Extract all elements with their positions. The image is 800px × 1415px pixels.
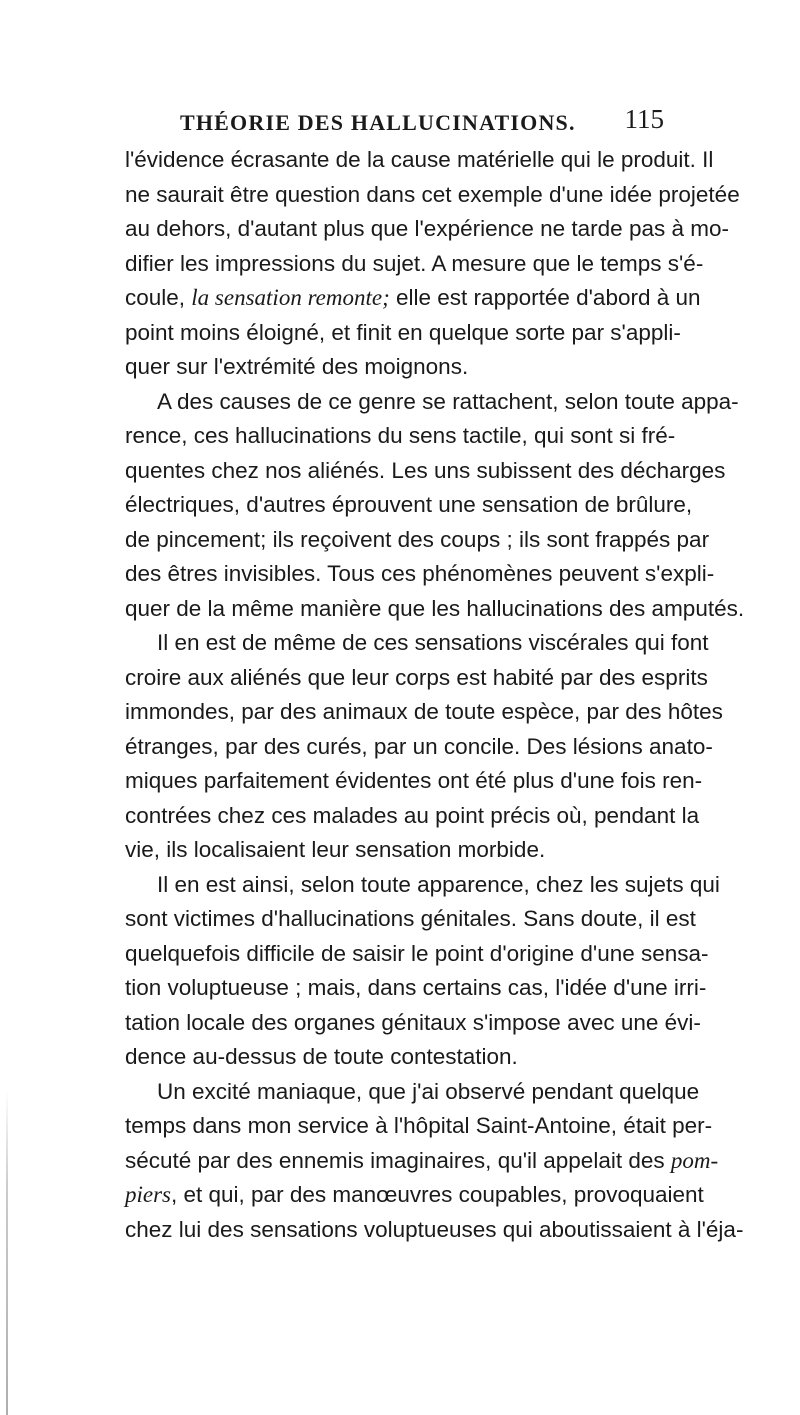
- text-line: tation locale des organes génitaux s'impose avec une évi-: [125, 1009, 701, 1035]
- text-line: de pincement; ils reçoivent des coups ; ils sont frappés par: [125, 526, 710, 552]
- body-text: [125, 143, 745, 1247]
- text-line: sont victimes d'hallucinations génitales. Sans doute, il est: [125, 906, 696, 931]
- text-line: l'évidence écrasante de la cause matérielle qui le produit. Il: [125, 147, 714, 172]
- text-line: croire aux aliénés que leur corps est habité par des esprits: [125, 664, 708, 690]
- text-line: tion voluptueuse ; mais, dans certains cas, l'idée d'une irri-: [125, 975, 707, 1000]
- text-line: difier les impressions du sujet. A mesure que le temps s'é-: [125, 250, 704, 276]
- text-line: ne saurait être question dans cet exemple d'une idée projetée: [125, 181, 740, 207]
- text-line: des êtres invisibles. Tous ces phénomènes peuvent s'expli-: [125, 561, 715, 586]
- text-segment: coule,: [125, 285, 192, 310]
- text-segment: elle est rapportée d'abord à un: [389, 285, 701, 310]
- text-line: vie, ils localisaient leur sensation morbide.: [125, 837, 546, 862]
- text-line: rence, ces hallucinations du sens tactile, qui sont si fré-: [125, 423, 676, 448]
- page-edge-shadow: [6, 1090, 8, 1415]
- text-line: quer sur l'extrémité des moignons.: [125, 354, 469, 379]
- text-line: Un excité maniaque, que j'ai observé pendant quelque: [157, 1078, 700, 1104]
- text-line: [125, 281, 701, 316]
- italic-text: piers: [125, 1182, 171, 1207]
- text-segment: sécuté par des ennemis imaginaires, qu'il appelait des: [125, 1147, 671, 1173]
- text-line: immondes, par des animaux de toute espèce, par des hôtes: [125, 699, 723, 724]
- page-number: 115: [624, 104, 664, 134]
- text-line: électriques, d'autres éprouvent une sensation de brûlure,: [125, 492, 693, 517]
- text-line: point moins éloigné, et finit en quelque sorte par s'appli-: [125, 319, 681, 345]
- text-line: Il en est ainsi, selon toute apparence, chez les sujets qui: [157, 871, 720, 897]
- italic-text: pom-: [670, 1147, 719, 1173]
- text-line: quer de la même manière que les hallucinations des amputés.: [125, 595, 745, 621]
- text-line: chez lui des sensations voluptueuses qui aboutissaient à l'éja-: [125, 1216, 744, 1242]
- text-line: contrées chez ces malades au point précis où, pendant la: [125, 802, 700, 828]
- text-line: [125, 1178, 704, 1213]
- text-segment: , et qui, par des manœuvres coupables, provoquaient: [171, 1182, 704, 1207]
- italic-text: la sensation remonte;: [191, 285, 390, 310]
- text-line: quentes chez nos aliénés. Les uns subissent des décharges: [125, 457, 726, 483]
- text-line: quelquefois difficile de saisir le point d'origine d'une sensa-: [125, 940, 709, 966]
- page-header: [180, 102, 664, 138]
- running-title: THÉORIE DES HALLUCINATIONS.: [180, 110, 576, 135]
- text-line: Il en est de même de ces sensations viscérales qui font: [157, 630, 709, 655]
- text-line: miques parfaitement évidentes ont été plus d'une fois ren-: [125, 768, 703, 793]
- text-line: étranges, par des curés, par un concile. Des lésions anato-: [125, 733, 713, 759]
- text-line: au dehors, d'autant plus que l'expérience ne tarde pas à mo-: [125, 216, 729, 241]
- text-line: dence au-dessus de toute contestation.: [125, 1044, 518, 1069]
- text-line: [125, 1144, 719, 1179]
- text-line: temps dans mon service à l'hôpital Saint-Antoine, était per-: [125, 1113, 713, 1138]
- text-line: A des causes de ce genre se rattachent, selon toute appa-: [157, 388, 739, 414]
